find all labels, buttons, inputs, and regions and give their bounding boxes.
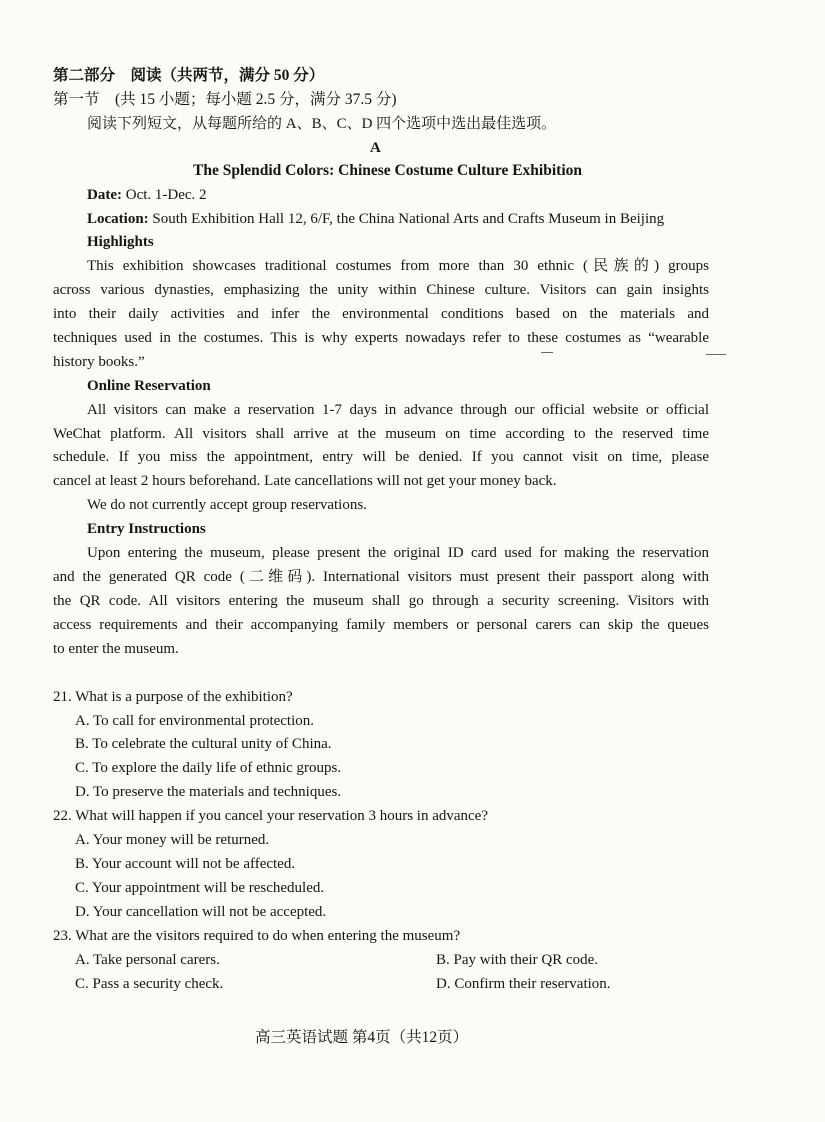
question-option: B. Pay with their QR code. (436, 952, 599, 968)
question-option: B. To celebrate the cultural unity of China. (75, 736, 332, 752)
location-label: Location: (87, 211, 149, 227)
reservation-heading: Online Reservation (87, 378, 211, 394)
location-value: South Exhibition Hall 12, 6/F, the China National Arts and Crafts Museum in Beijing (148, 211, 665, 227)
highlights-line: This exhibition showcases traditional costumes from more than 30 ethnic (民族的) groups (87, 258, 709, 274)
reservation-note: We do not currently accept group reservations. (87, 497, 367, 513)
entry-line: access requirements and their accompanying family members or personal carers can skip the queues (53, 617, 709, 633)
highlights-line: history books.” (53, 354, 145, 370)
highlights-line: into their daily activities and infer the environmental conditions based on the materials and (53, 306, 709, 322)
question-option: D. To preserve the materials and techniques. (75, 784, 342, 800)
question-option: A. Your money will be returned. (75, 832, 270, 848)
question-stem: 22. What will happen if you cancel your reservation 3 hours in advance? (53, 808, 488, 824)
question-option: A. Take personal carers. (75, 952, 220, 968)
instructions: 阅读下列短文，从每题所给的 A、B、C、D 四个选项中选出最佳选项。 (87, 116, 557, 132)
part-title: 第二部分 阅读（共两节，满分 50 分） (53, 67, 325, 84)
reservation-line: cancel at least 2 hours beforehand. Late cancellations will not get your money back. (53, 473, 557, 489)
reservation-line: All visitors can make a reservation 1-7 days in advance through our official website or official (87, 402, 709, 418)
scan-mark (706, 354, 726, 355)
question-option: C. Your appointment will be rescheduled. (75, 880, 325, 896)
highlights-line: techniques used in the costumes. This is why experts nowadays refer to these costumes as “wearable (53, 330, 709, 346)
date-value: Oct. 1-Dec. 2 (121, 187, 207, 203)
question-option: D. Your cancellation will not be accepted. (75, 904, 327, 920)
entry-line: to enter the museum. (53, 641, 179, 657)
location-line (87, 209, 664, 229)
question-stem: 21. What is a purpose of the exhibition? (53, 689, 293, 705)
entry-line: Upon entering the museum, please present the original ID card used for making the reservation (87, 545, 709, 561)
passage-title: The Splendid Colors: Chinese Costume Culture Exhibition (193, 162, 582, 179)
highlights-heading: Highlights (87, 234, 154, 250)
date-label: Date: (87, 187, 122, 203)
passage-label: A (370, 140, 381, 156)
question-stem: 23. What are the visitors required to do when entering the museum? (53, 928, 461, 944)
question-option: D. Confirm their reservation. (436, 976, 611, 992)
entry-heading: Entry Instructions (87, 521, 206, 537)
reservation-line: WeChat platform. All visitors shall arrive at the museum on time according to the reserved time (53, 426, 709, 442)
question-option: C. Pass a security check. (75, 976, 224, 992)
question-option: A. To call for environmental protection. (75, 713, 315, 729)
entry-line: and the generated QR code (二维码). International visitors must present their passport along with (53, 569, 709, 585)
entry-line: the QR code. All visitors entering the museum shall go through a security screening. Visitors with (53, 593, 709, 609)
reservation-line: schedule. If you miss the appointment, entry will be denied. If you cannot visit on time, please (53, 449, 709, 465)
highlights-line: across various dynasties, emphasizing the unity within Chinese culture. Visitors can gain insights (53, 282, 709, 298)
question-option: B. Your account will not be affected. (75, 856, 296, 872)
page-footer: 高三英语试题 第4页（共12页） (255, 1029, 469, 1046)
question-option: C. To explore the daily life of ethnic groups. (75, 760, 342, 776)
scan-mark (541, 352, 553, 353)
section-title: 第一节 (共 15 小题；每小题 2.5 分，满分 37.5 分) (53, 91, 397, 108)
date-line (87, 185, 207, 205)
